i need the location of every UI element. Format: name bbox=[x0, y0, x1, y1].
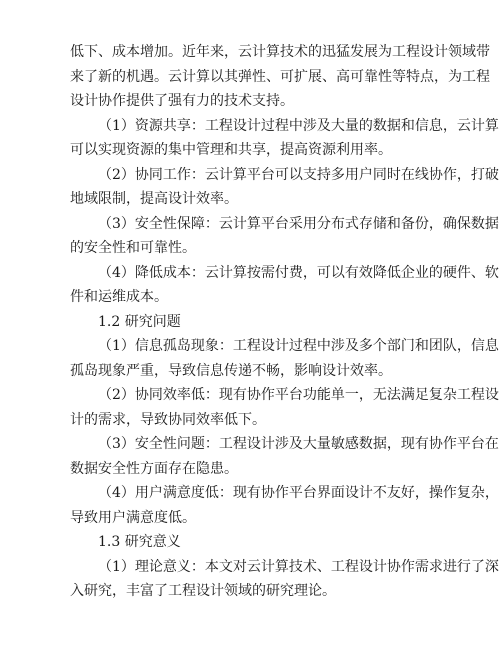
list-item-line: （1）资源共享：工程设计过程中涉及大量的数据和信息，云计算 bbox=[98, 117, 499, 134]
list-item-line: （1）信息孤岛现象：工程设计过程中涉及多个部门和团队，信息 bbox=[98, 338, 499, 354]
list-item-line: 孤岛现象严重，导致信息传递不畅，影响设计效率。 bbox=[70, 362, 392, 379]
list-item-line: 数据安全性方面存在隐患。 bbox=[70, 460, 238, 477]
list-item-line: （2）协同工作：云计算平台可以支持多用户同时在线协作，打破 bbox=[98, 166, 499, 183]
section-heading: 1.3 研究意义 bbox=[98, 534, 181, 550]
list-item-line: 计的需求，导致协同效率低下。 bbox=[70, 411, 266, 428]
document-body bbox=[70, 40, 499, 604]
paragraph-line: 低下、成本增加。近年来，云计算技术的迅猛发展为工程设计领域带 bbox=[70, 44, 490, 60]
paragraph-line: 设计协作提供了强有力的技术支持。 bbox=[70, 93, 294, 109]
list-item-line: （4）用户满意度低：现有协作平台界面设计不友好，操作复杂， bbox=[98, 485, 499, 501]
list-item-line: （1）理论意义：本文对云计算技术、工程设计协作需求进行了深 bbox=[98, 558, 499, 575]
list-item-line: （3）安全性问题：工程设计涉及大量敏感数据，现有协作平台在 bbox=[98, 436, 499, 452]
list-item-line: 导致用户满意度低。 bbox=[70, 509, 196, 526]
list-item-line: 件和运维成本。 bbox=[70, 289, 168, 305]
list-item-line: 可以实现资源的集中管理和共享，提高资源利用率。 bbox=[70, 142, 392, 158]
list-item-line: 的安全性和可靠性。 bbox=[70, 240, 196, 256]
list-item-line: （4）降低成本：云计算按需付费，可以有效降低企业的硬件、软 bbox=[98, 264, 499, 281]
list-item-line: （2）协同效率低：现有协作平台功能单一，无法满足复杂工程设 bbox=[98, 387, 499, 403]
list-item-line: （3）安全性保障：云计算平台采用分布式存储和备份，确保数据 bbox=[98, 215, 499, 232]
section-heading: 1.2 研究问题 bbox=[98, 313, 181, 330]
paragraph-line: 来了新的机遇。云计算以其弹性、可扩展、高可靠性等特点，为工程 bbox=[70, 68, 490, 85]
list-item-line: 地域限制，提高设计效率。 bbox=[70, 191, 238, 207]
list-item-line: 入研究，丰富了工程设计领域的研究理论。 bbox=[70, 583, 336, 599]
